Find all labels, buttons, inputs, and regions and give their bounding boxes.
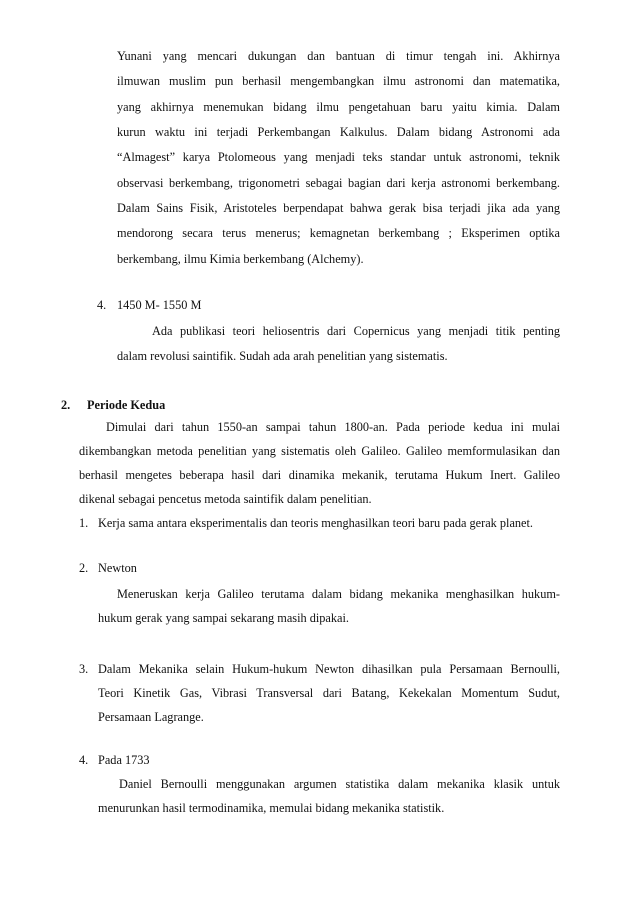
- paragraph-line: ilmuwan muslim pun berhasil mengembangkan ilmu astronomi dan matematika,: [117, 74, 560, 88]
- paragraph-line: observasi berkembang, trigonometri sebagai bagian dari kerja astronomi berkembang.: [117, 176, 560, 190]
- paragraph-line: Yunani yang mencari dukungan dan bantuan di timur tengah ini. Akhirnya: [117, 49, 560, 63]
- paragraph-line: berkembang, ilmu Kimia berkembang (Alchemy).: [117, 252, 364, 266]
- paragraph-line: hukum gerak yang sampai sekarang masih dipakai.: [98, 611, 349, 625]
- paragraph-line: “Almagest” karya Ptolomeous yang menjadi teks standar untuk astronomi, teknik: [117, 150, 560, 164]
- paragraph-line: Persamaan Lagrange.: [98, 710, 204, 724]
- paragraph-line: dikenal sebagai pencetus metoda saintifik dalam penelitian.: [79, 492, 372, 506]
- list-number: 3.: [79, 662, 89, 676]
- paragraph-line: menurunkan hasil termodinamika, memulai bidang mekanika statistik.: [98, 801, 445, 815]
- list-number: 1.: [79, 516, 89, 530]
- paragraph-line: dikembangkan metoda penelitian yang sistematis oleh Galileo. Galileo memformulasikan dan: [79, 444, 560, 458]
- list-item-title: Pada 1733: [98, 753, 150, 767]
- paragraph-line: mendorong secara terus menerus; kemagnetan berkembang ; Eksperimen optika: [117, 226, 560, 240]
- paragraph-line: Ada publikasi teori heliosentris dari Copernicus yang menjadi titik penting: [152, 324, 560, 338]
- section-heading: Periode Kedua: [87, 398, 166, 412]
- paragraph-line: Dalam Mekanika selain Hukum-hukum Newton dihasilkan pula Persamaan Bernoulli,: [98, 662, 560, 676]
- list-item-title: 1450 M- 1550 M: [117, 298, 202, 312]
- paragraph-line: berhasil mengetes beberapa hasil dari dinamika mekanik, terutama Hukum Inert. Galileo: [79, 468, 560, 482]
- paragraph-line: Dalam Sains Fisik, Aristoteles berpendapat bahwa gerak bisa terjadi jika ada yang: [117, 201, 560, 215]
- list-number: 2.: [79, 561, 89, 575]
- list-item-title: Newton: [98, 561, 137, 575]
- paragraph-line: Dimulai dari tahun 1550-an sampai tahun 1800-an. Pada periode kedua ini mulai: [106, 420, 560, 434]
- paragraph-line: dalam revolusi saintifik. Sudah ada arah penelitian yang sistematis.: [117, 349, 448, 363]
- paragraph-line: Daniel Bernoulli menggunakan argumen statistika dalam mekanika klasik untuk: [119, 777, 560, 791]
- list-number: 4.: [79, 753, 89, 767]
- paragraph-line: yang akhirnya menemukan bidang ilmu pengetahuan baru yaitu kimia. Dalam: [117, 100, 560, 114]
- section-number: 2.: [61, 398, 71, 412]
- paragraph-line: kurun waktu ini terjadi Perkembangan Kalkulus. Dalam bidang Astronomi ada: [117, 125, 560, 139]
- paragraph-line: Teori Kinetik Gas, Vibrasi Transversal dari Batang, Kekekalan Momentum Sudut,: [98, 686, 560, 700]
- paragraph-line: Kerja sama antara eksperimentalis dan teoris menghasilkan teori baru pada gerak planet.: [98, 516, 533, 530]
- list-number: 4.: [97, 298, 107, 312]
- paragraph-line: Meneruskan kerja Galileo terutama dalam bidang mekanika menghasilkan hukum-: [117, 587, 560, 601]
